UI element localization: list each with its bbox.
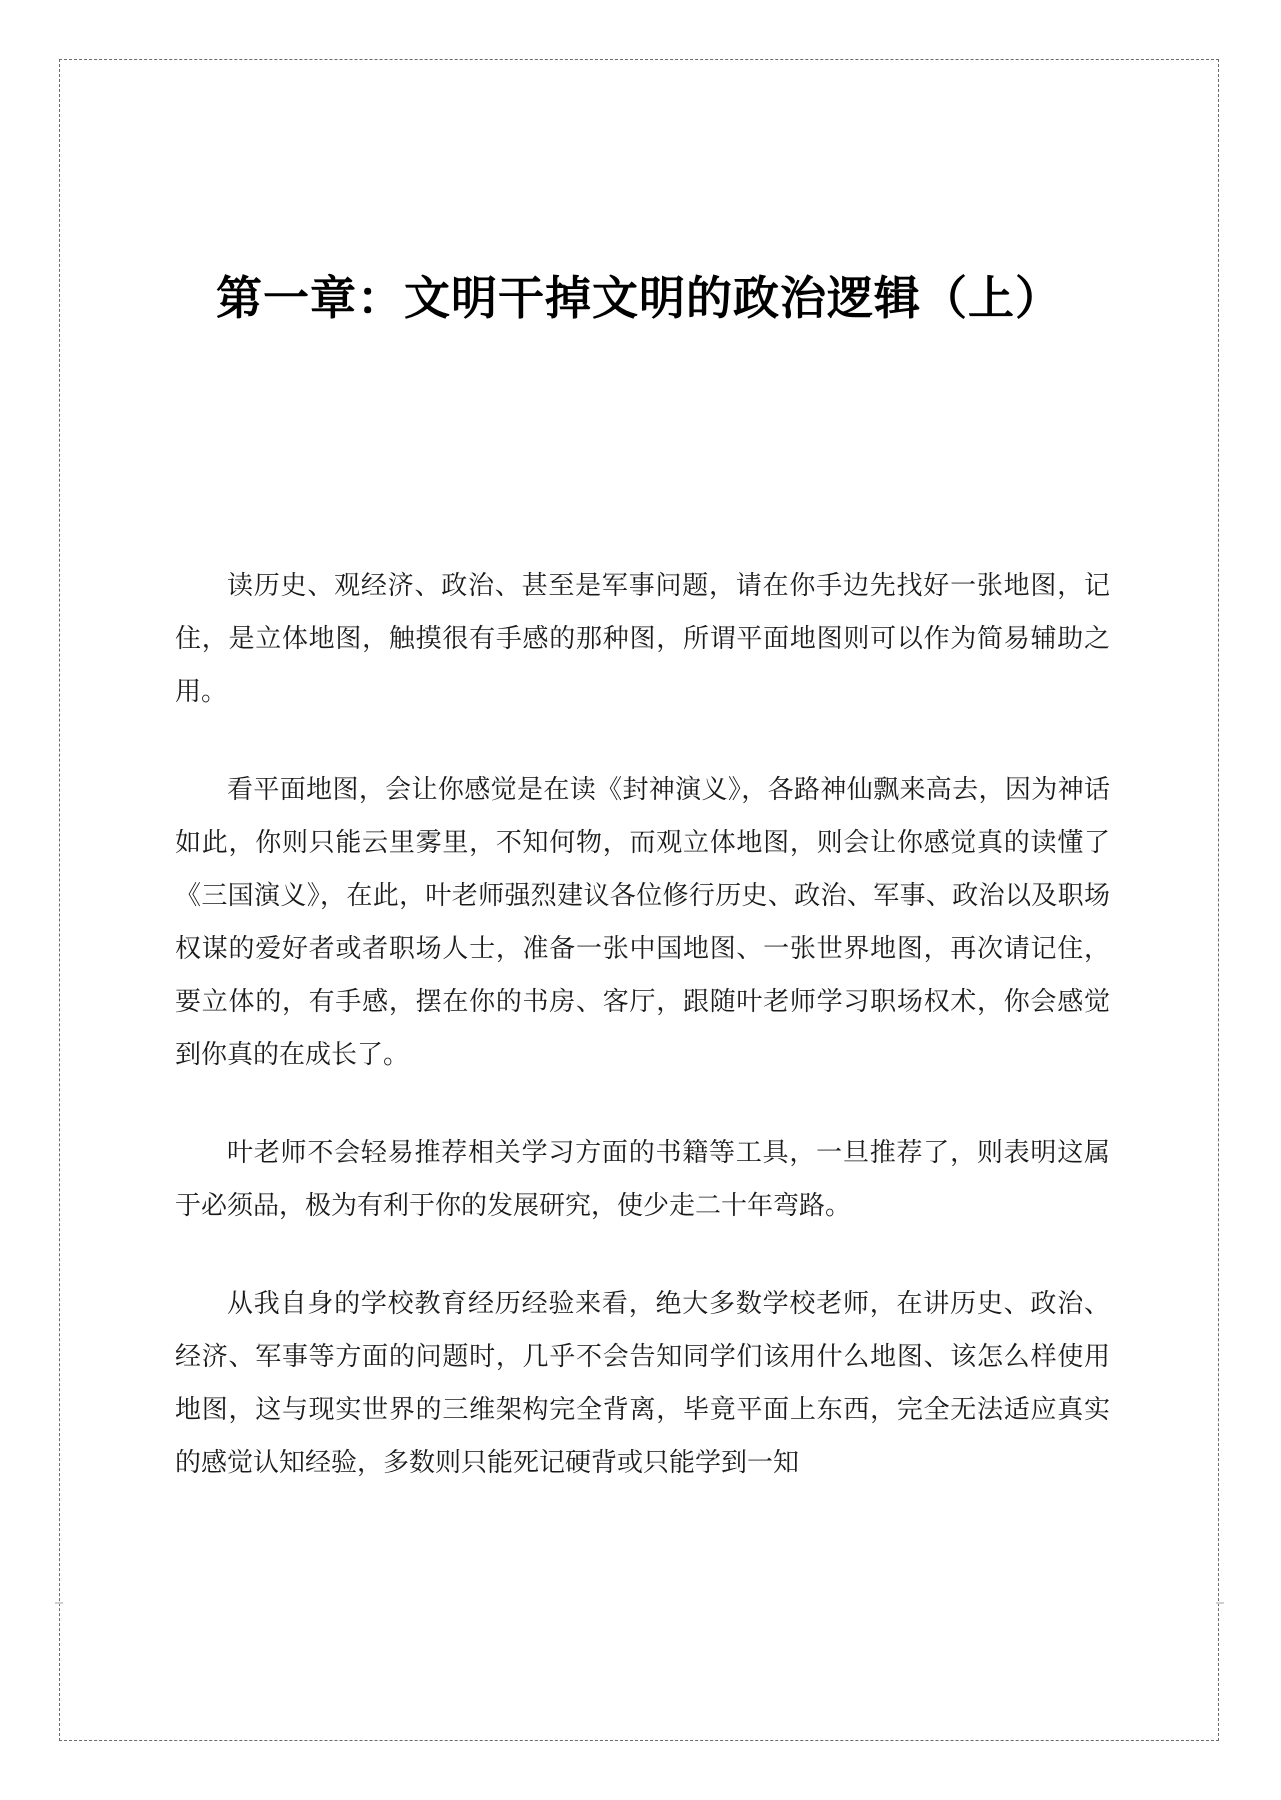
body-text bbox=[175, 560, 1110, 1490]
page-edge-mark-left bbox=[55, 1602, 63, 1604]
page-edge-mark-right bbox=[1216, 1602, 1224, 1604]
chapter-title: 第一章：文明干掉文明的政治逻辑（上） bbox=[216, 271, 1062, 325]
paragraph-3: 叶老师不会轻易推荐相关学习方面的书籍等工具，一旦推荐了，则表明这属于必须品，极为有利于你的发展研究，使少走二十年弯路。 bbox=[175, 1138, 1110, 1221]
paragraph-2: 看平面地图，会让你感觉是在读《封神演义》，各路神仙飘来高去，因为神话如此，你则只能云里雾里，不知何物，而观立体地图，则会让你感觉真的读懂了《三国演义》，在此，叶老师强烈建议各位修行历史、政治、军事、政治以及职场权谋的爱好者或者职场人士，准备一张中国地图、一张世界地图，再次请记住，要立体的，有手感，摆在你的书房、客厅，跟随叶老师学习职场权术，你会感觉到你真的在成长了。 bbox=[175, 775, 1110, 1070]
paragraph-1: 读历史、观经济、政治、甚至是军事问题，请在你手边先找好一张地图，记住，是立体地图，触摸很有手感的那种图，所谓平面地图则可以作为简易辅助之用。 bbox=[175, 571, 1110, 707]
paragraph-4: 从我自身的学校教育经历经验来看，绝大多数学校老师，在讲历史、政治、经济、军事等方面的问题时，几乎不会告知同学们该用什么地图、该怎么样使用地图，这与现实世界的三维架构完全背离，毕竟平面上东西，完全无法适应真实的感觉认知经验，多数则只能死记硬背或只能学到一知 bbox=[175, 1289, 1110, 1478]
